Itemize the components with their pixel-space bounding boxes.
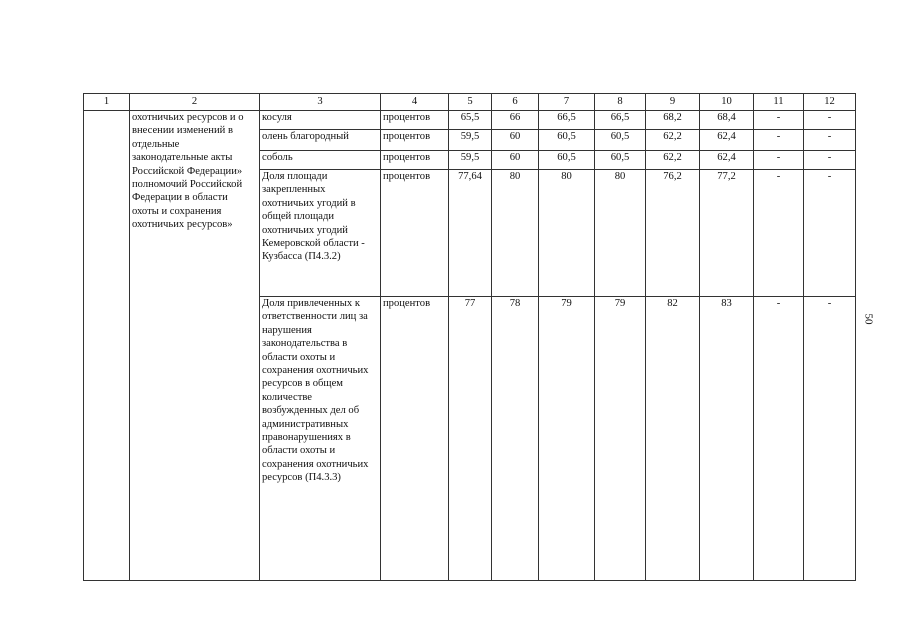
unit-cell: процентов [381, 151, 449, 170]
value-cell: - [754, 111, 804, 130]
col1-cell [84, 111, 130, 581]
value-cell: - [754, 170, 804, 297]
value-cell: 80 [492, 170, 539, 297]
value-cell: 62,4 [700, 130, 754, 151]
header-cell: 7 [539, 94, 595, 111]
value-cell: 77 [449, 297, 492, 581]
value-cell: 77,2 [700, 170, 754, 297]
value-cell: - [804, 297, 856, 581]
value-cell: 76,2 [646, 170, 700, 297]
value-cell: - [754, 297, 804, 581]
unit-cell: процентов [381, 170, 449, 297]
indicator-table [83, 93, 856, 581]
indicator-name: олень благородный [260, 130, 381, 151]
value-cell: 60 [492, 151, 539, 170]
value-cell: - [804, 130, 856, 151]
value-cell: 79 [595, 297, 646, 581]
value-cell: 66 [492, 111, 539, 130]
page-number: 50 [862, 313, 875, 325]
unit-cell: процентов [381, 130, 449, 151]
header-cell: 6 [492, 94, 539, 111]
value-cell: - [804, 151, 856, 170]
header-cell: 1 [84, 94, 130, 111]
value-cell: 59,5 [449, 130, 492, 151]
header-cell: 5 [449, 94, 492, 111]
value-cell: 66,5 [595, 111, 646, 130]
value-cell: 60,5 [595, 151, 646, 170]
value-cell: 80 [595, 170, 646, 297]
header-row [84, 94, 856, 111]
header-cell: 8 [595, 94, 646, 111]
value-cell: 62,2 [646, 130, 700, 151]
header-cell: 11 [754, 94, 804, 111]
value-cell: 82 [646, 297, 700, 581]
value-cell: 65,5 [449, 111, 492, 130]
unit-cell: процентов [381, 297, 449, 581]
indicator-name: косуля [260, 111, 381, 130]
indicator-name: Доля площади закрепленных охотничьих угодий в общей площади охотничьих угодий Кемеровской области - Кузбасса (П4.3.2) [260, 170, 381, 297]
program-description-cell: охотничьих ресурсов и о внесении изменений в отдельные законодательные акты Российской Федерации» полномочий Российской Федерации в области охоты и сохранения охотничьих ресурсов» [130, 111, 260, 581]
value-cell: 60,5 [595, 130, 646, 151]
value-cell: 66,5 [539, 111, 595, 130]
value-cell: 62,2 [646, 151, 700, 170]
value-cell: 68,4 [700, 111, 754, 130]
value-cell: 83 [700, 297, 754, 581]
header-cell: 2 [130, 94, 260, 111]
value-cell: 79 [539, 297, 595, 581]
header-cell: 10 [700, 94, 754, 111]
header-cell: 3 [260, 94, 381, 111]
value-cell: 78 [492, 297, 539, 581]
value-cell: - [804, 111, 856, 130]
value-cell: 60,5 [539, 130, 595, 151]
indicator-name: Доля привлеченных к ответственности лиц за нарушения законодательства в области охоты и сохранения охотничьих ресурсов в общем количестве возбужденных дел об административных правонарушениях в области охоты и сохранения охотничьих ресурсов (П4.3.3) [260, 297, 381, 581]
value-cell: 77,64 [449, 170, 492, 297]
header-cell: 4 [381, 94, 449, 111]
header-cell: 12 [804, 94, 856, 111]
table-row [84, 111, 856, 130]
value-cell: - [754, 151, 804, 170]
value-cell: - [804, 170, 856, 297]
value-cell: 60,5 [539, 151, 595, 170]
value-cell: - [754, 130, 804, 151]
value-cell: 62,4 [700, 151, 754, 170]
unit-cell: процентов [381, 111, 449, 130]
header-cell: 9 [646, 94, 700, 111]
value-cell: 68,2 [646, 111, 700, 130]
indicator-name: соболь [260, 151, 381, 170]
value-cell: 59,5 [449, 151, 492, 170]
value-cell: 80 [539, 170, 595, 297]
value-cell: 60 [492, 130, 539, 151]
